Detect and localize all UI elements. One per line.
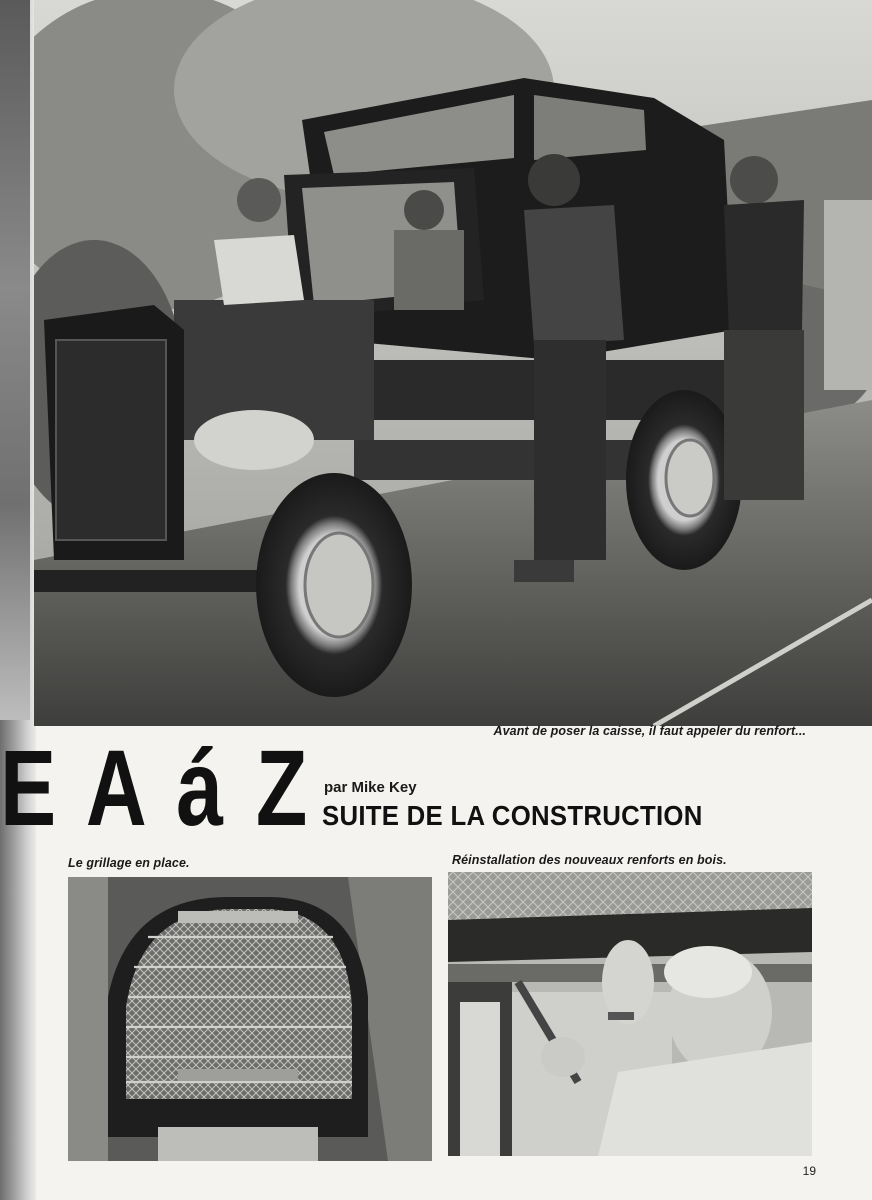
left-photo-caption: Le grillage en place. (68, 856, 190, 870)
grille-mesh-photo (68, 877, 432, 1161)
main-photo-caption: Avant de poser la caisse, il faut appeler du renfort... (493, 724, 806, 738)
article-title: E A á Z (0, 727, 313, 848)
main-photo-hot-rod-build (34, 0, 872, 726)
page-binding-shadow (0, 0, 36, 1200)
page-number: 19 (802, 1164, 816, 1178)
right-photo-caption: Réinstallation des nouveaux renforts en bois. (452, 853, 727, 867)
article-subtitle: SUITE DE LA CONSTRUCTION (322, 800, 703, 831)
article-byline: par Mike Key (324, 779, 417, 796)
man-installing-braces-photo (448, 872, 812, 1156)
